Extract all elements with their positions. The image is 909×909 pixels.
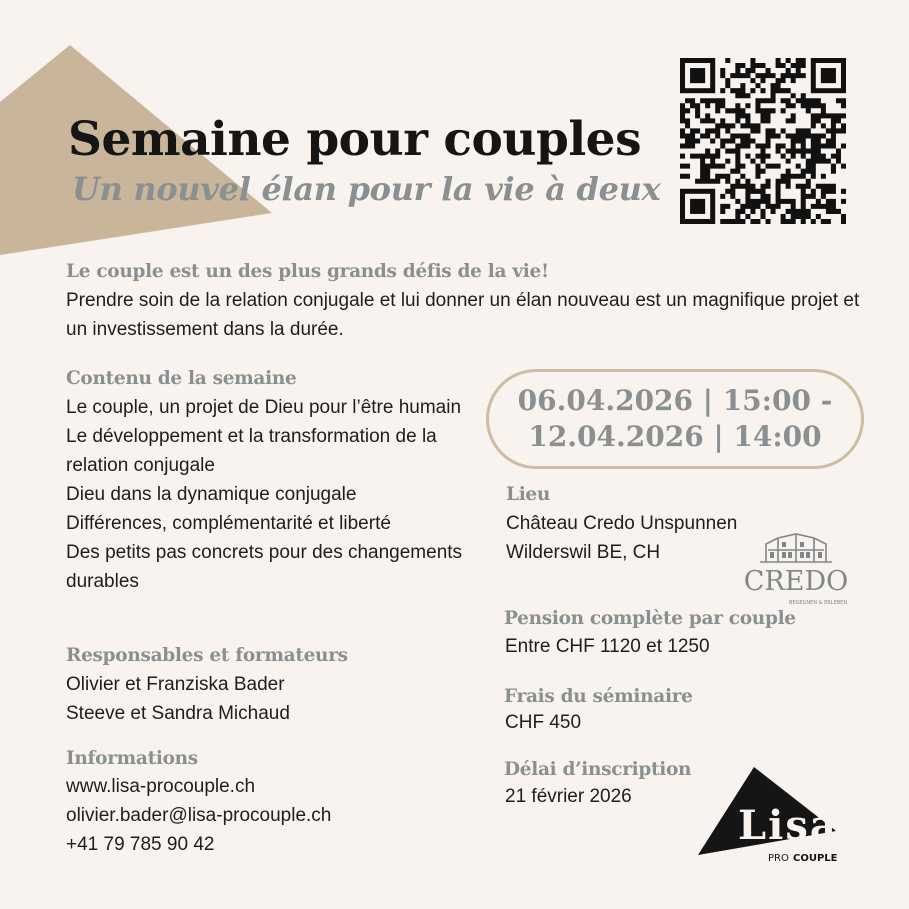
- delai-date: 21 février 2026: [505, 786, 632, 807]
- page-title: Semaine pour couples: [68, 112, 642, 167]
- lisa-couple: COUPLE: [793, 853, 838, 864]
- list-item: Dieu dans la dynamique conjugale: [66, 484, 357, 505]
- contenu-heading: Contenu de la semaine: [66, 368, 297, 389]
- list-item: Des petits pas concrets pour des changements durables: [66, 542, 463, 592]
- pension-heading: Pension complète par couple: [504, 608, 796, 629]
- venue-name: Château Credo Unspunnen: [506, 513, 738, 534]
- responsables-heading: Responsables et formateurs: [66, 645, 348, 666]
- intro-text: Prendre soin de la relation conjugale et lui donner un élan nouveau est un magnifique projet et un investissement dans la durée.: [66, 290, 860, 340]
- date-badge: [486, 369, 864, 469]
- list-item: Le couple, un projet de Dieu pour l’être humain: [66, 397, 462, 418]
- qr-code[interactable]: [680, 58, 846, 224]
- frais-heading: Frais du séminaire: [504, 686, 693, 707]
- informations-heading: Informations: [66, 748, 198, 769]
- list-item: Steeve et Sandra Michaud: [66, 703, 290, 724]
- contenu-list: [66, 393, 491, 596]
- delai-heading: Délai d’inscription: [504, 759, 692, 780]
- list-item: Différences, complémentarité et liberté: [66, 513, 391, 534]
- date-start: 06.04.2026 | 15:00 -: [517, 384, 833, 417]
- informations-list: [66, 772, 486, 859]
- credo-wordmark: CREDO: [743, 566, 849, 597]
- website-link[interactable]: www.lisa-procouple.ch: [66, 776, 256, 797]
- email-link[interactable]: olivier.bader@lisa-procouple.ch: [66, 805, 332, 826]
- page-subtitle: Un nouvel élan pour la vie à deux: [72, 170, 661, 208]
- credo-logo: [738, 530, 854, 608]
- list-item: Olivier et Franziska Bader: [66, 674, 285, 695]
- date-end: 12.04.2026 | 14:00: [528, 420, 822, 453]
- frais-price: CHF 450: [505, 712, 582, 733]
- phone-number[interactable]: +41 79 785 90 42: [66, 834, 215, 855]
- pension-price: Entre CHF 1120 et 1250: [505, 636, 710, 657]
- list-item: Le développement et la transformation de la relation conjugale: [66, 426, 437, 476]
- lisa-procouple-logo: [696, 765, 856, 865]
- responsables-list: [66, 670, 486, 728]
- lieu-heading: Lieu: [506, 484, 551, 505]
- lisa-pro: PRO: [768, 853, 789, 864]
- intro-heading: Le couple est un des plus grands défis de la vie!: [66, 261, 549, 282]
- lisa-wordmark: Lisa: [738, 802, 838, 849]
- venue-location: Wilderswil BE, CH: [506, 542, 661, 563]
- credo-tagline: BEGEGNEN & ERLEBEN: [788, 600, 848, 606]
